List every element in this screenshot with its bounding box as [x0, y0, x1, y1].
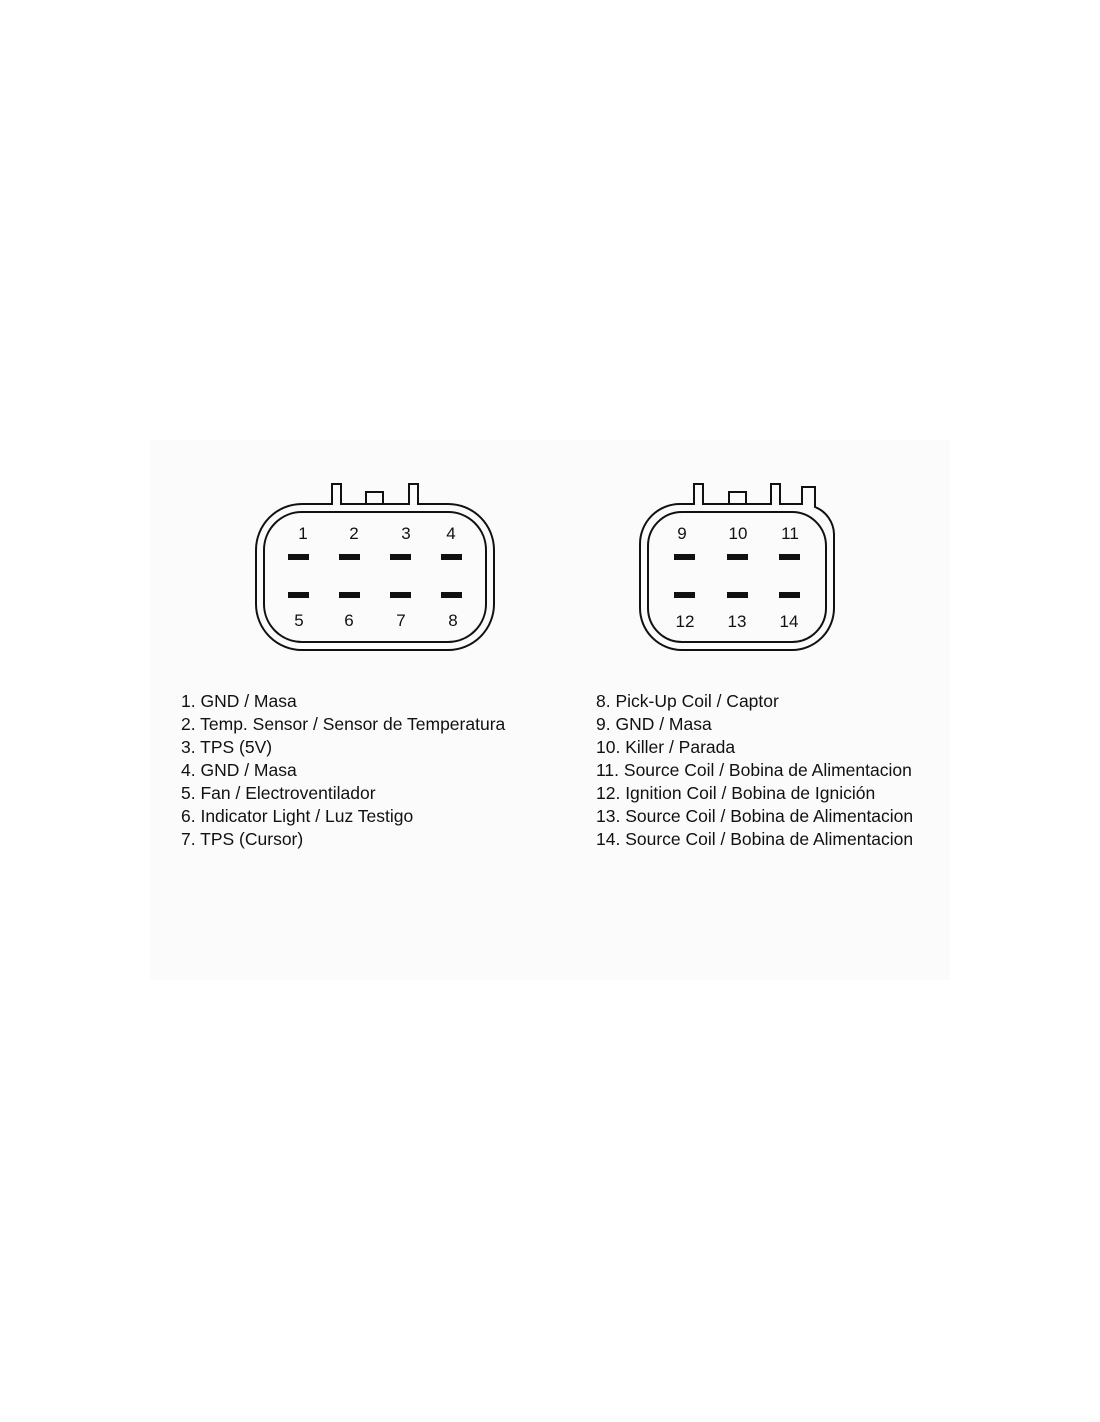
pin-11-terminal	[779, 554, 800, 560]
pin-13-label: 13	[727, 612, 747, 631]
legend-item-6: 6. Indicator Light / Luz Testigo	[181, 806, 414, 826]
legend-item-7: 7. TPS (Cursor)	[181, 829, 304, 849]
legend-item-4: 4. GND / Masa	[181, 760, 297, 780]
pin-1-terminal	[288, 554, 309, 560]
legend-item-1: 1. GND / Masa	[181, 691, 297, 711]
pin-8-terminal	[441, 592, 462, 598]
pin-11-label: 11	[781, 524, 799, 543]
pin-14-terminal	[779, 592, 800, 598]
pin-legend-right	[596, 690, 913, 851]
pin-3-label: 3	[401, 524, 411, 543]
connector-a	[256, 484, 494, 650]
pin-1-label: 1	[298, 524, 308, 543]
legend-item-8: 8. Pick-Up Coil / Captor	[596, 691, 779, 711]
connector-a-terminals	[288, 554, 462, 598]
legend-item-5: 5. Fan / Electroventilador	[181, 783, 376, 803]
pin-4-label: 4	[446, 524, 456, 543]
pin-6-terminal	[339, 592, 360, 598]
pin-5-label: 5	[294, 611, 304, 630]
pin-6-label: 6	[344, 611, 354, 630]
legend-item-3: 3. TPS (5V)	[181, 737, 273, 757]
legend-item-10: 10. Killer / Parada	[596, 737, 736, 757]
connector-b-key-tab	[729, 492, 746, 504]
pin-12-label: 12	[675, 612, 695, 631]
pin-14-label: 14	[779, 612, 799, 631]
pin-7-label: 7	[396, 611, 406, 630]
legend-item-11: 11. Source Coil / Bobina de Alimentacion	[596, 760, 912, 780]
pin-2-label: 2	[349, 524, 359, 543]
connector-a-key-tab	[366, 492, 383, 504]
pin-9-label: 9	[677, 524, 687, 543]
pin-7-terminal	[390, 592, 411, 598]
legend-item-9: 9. GND / Masa	[596, 714, 712, 734]
pin-5-terminal	[288, 592, 309, 598]
pin-10-label: 10	[728, 524, 748, 543]
pin-8-label: 8	[448, 611, 458, 630]
pin-9-terminal	[674, 554, 695, 560]
legend-item-2: 2. Temp. Sensor / Sensor de Temperatura	[181, 714, 506, 734]
legend-item-14: 14. Source Coil / Bobina de Alimentacion	[596, 829, 914, 849]
pin-10-terminal	[727, 554, 748, 560]
pin-13-terminal	[727, 592, 748, 598]
pin-legend-left	[181, 690, 505, 851]
legend-item-12: 12. Ignition Coil / Bobina de Ignición	[596, 783, 876, 803]
pin-3-terminal	[390, 554, 411, 560]
connector-a-outer-shell	[256, 484, 494, 650]
pin-4-terminal	[441, 554, 462, 560]
connector-a-pin-labels	[294, 524, 457, 630]
pin-2-terminal	[339, 554, 360, 560]
pin-12-terminal	[674, 592, 695, 598]
legend-item-13: 13. Source Coil / Bobina de Alimentacion	[596, 806, 914, 826]
connector-b-pin-labels	[676, 524, 799, 631]
connector-b-terminals	[674, 554, 800, 598]
